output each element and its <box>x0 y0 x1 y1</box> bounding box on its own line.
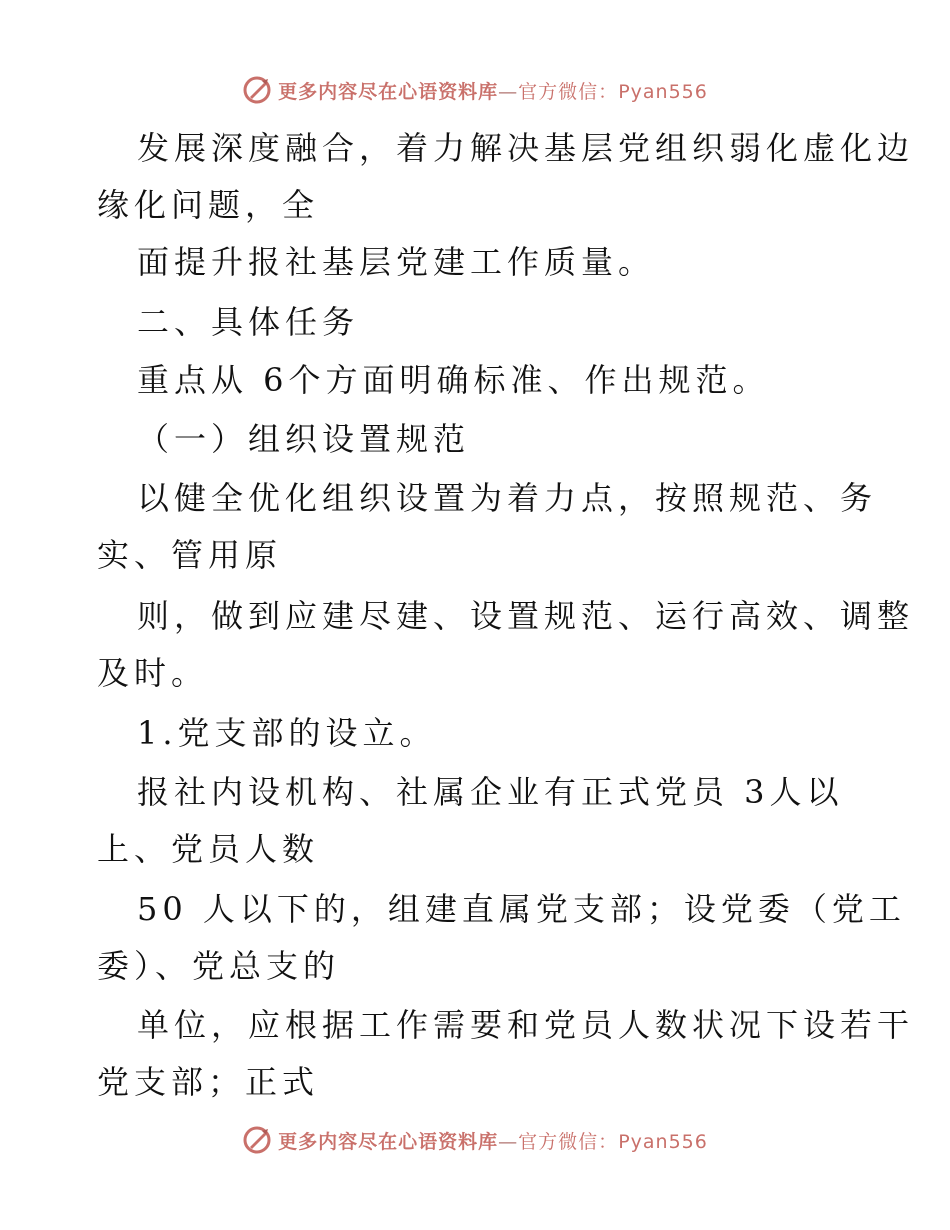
paragraph-line: 单位，应根据工作需要和党员人数状况下设若干 <box>137 1006 915 1044</box>
watermark-main: 更多内容尽在心语资料库 <box>278 80 499 103</box>
paragraph-line: 党支部；正式 <box>97 1063 320 1101</box>
paragraph-line: 上、党员人数 <box>97 830 320 868</box>
paragraph-line: 委）、党总支的 <box>97 947 341 985</box>
paragraph-line: 面提升报社基层党建工作质量。 <box>137 243 656 281</box>
paragraph-line: 及时。 <box>97 654 209 692</box>
watermark-main: 更多内容尽在心语资料库 <box>278 1130 499 1153</box>
paragraph-line: 报社内设机构、社属企业有正式党员 3人以 <box>137 773 844 811</box>
item-heading: 1.党支部的设立。 <box>137 714 437 752</box>
footer-watermark <box>0 1120 950 1160</box>
paragraph-line: 实、管用原 <box>97 536 283 574</box>
watermark-wechat-label: 官方微信： <box>518 1130 619 1153</box>
paragraph-line: 重点从 6个方面明确标准、作出规范。 <box>137 361 770 399</box>
watermark-wechat-label: 官方微信： <box>518 80 619 103</box>
subsection-heading: （一）组织设置规范 <box>137 420 471 458</box>
paragraph-line: 则，做到应建尽建、设置规范、运行高效、调整 <box>137 597 915 635</box>
watermark-wechat-id: Pyan556 <box>618 80 708 103</box>
watermark-text <box>278 1127 708 1154</box>
paragraph-line: 50 人以下的，组建直属党支部；设党委（党工 <box>137 890 906 928</box>
paragraph-line: 以健全优化组织设置为着力点，按照规范、务 <box>137 479 878 517</box>
paragraph-line: 发展深度融合，着力解决基层党组织弱化虚化边 <box>137 129 915 167</box>
section-heading: 二、具体任务 <box>137 303 360 341</box>
paragraph-line: 缘化问题，全 <box>97 186 320 224</box>
watermark-separator: — <box>498 80 519 103</box>
watermark-wechat-id: Pyan556 <box>618 1130 708 1153</box>
watermark-separator: — <box>498 1130 519 1153</box>
quill-logo-icon <box>242 1125 272 1155</box>
